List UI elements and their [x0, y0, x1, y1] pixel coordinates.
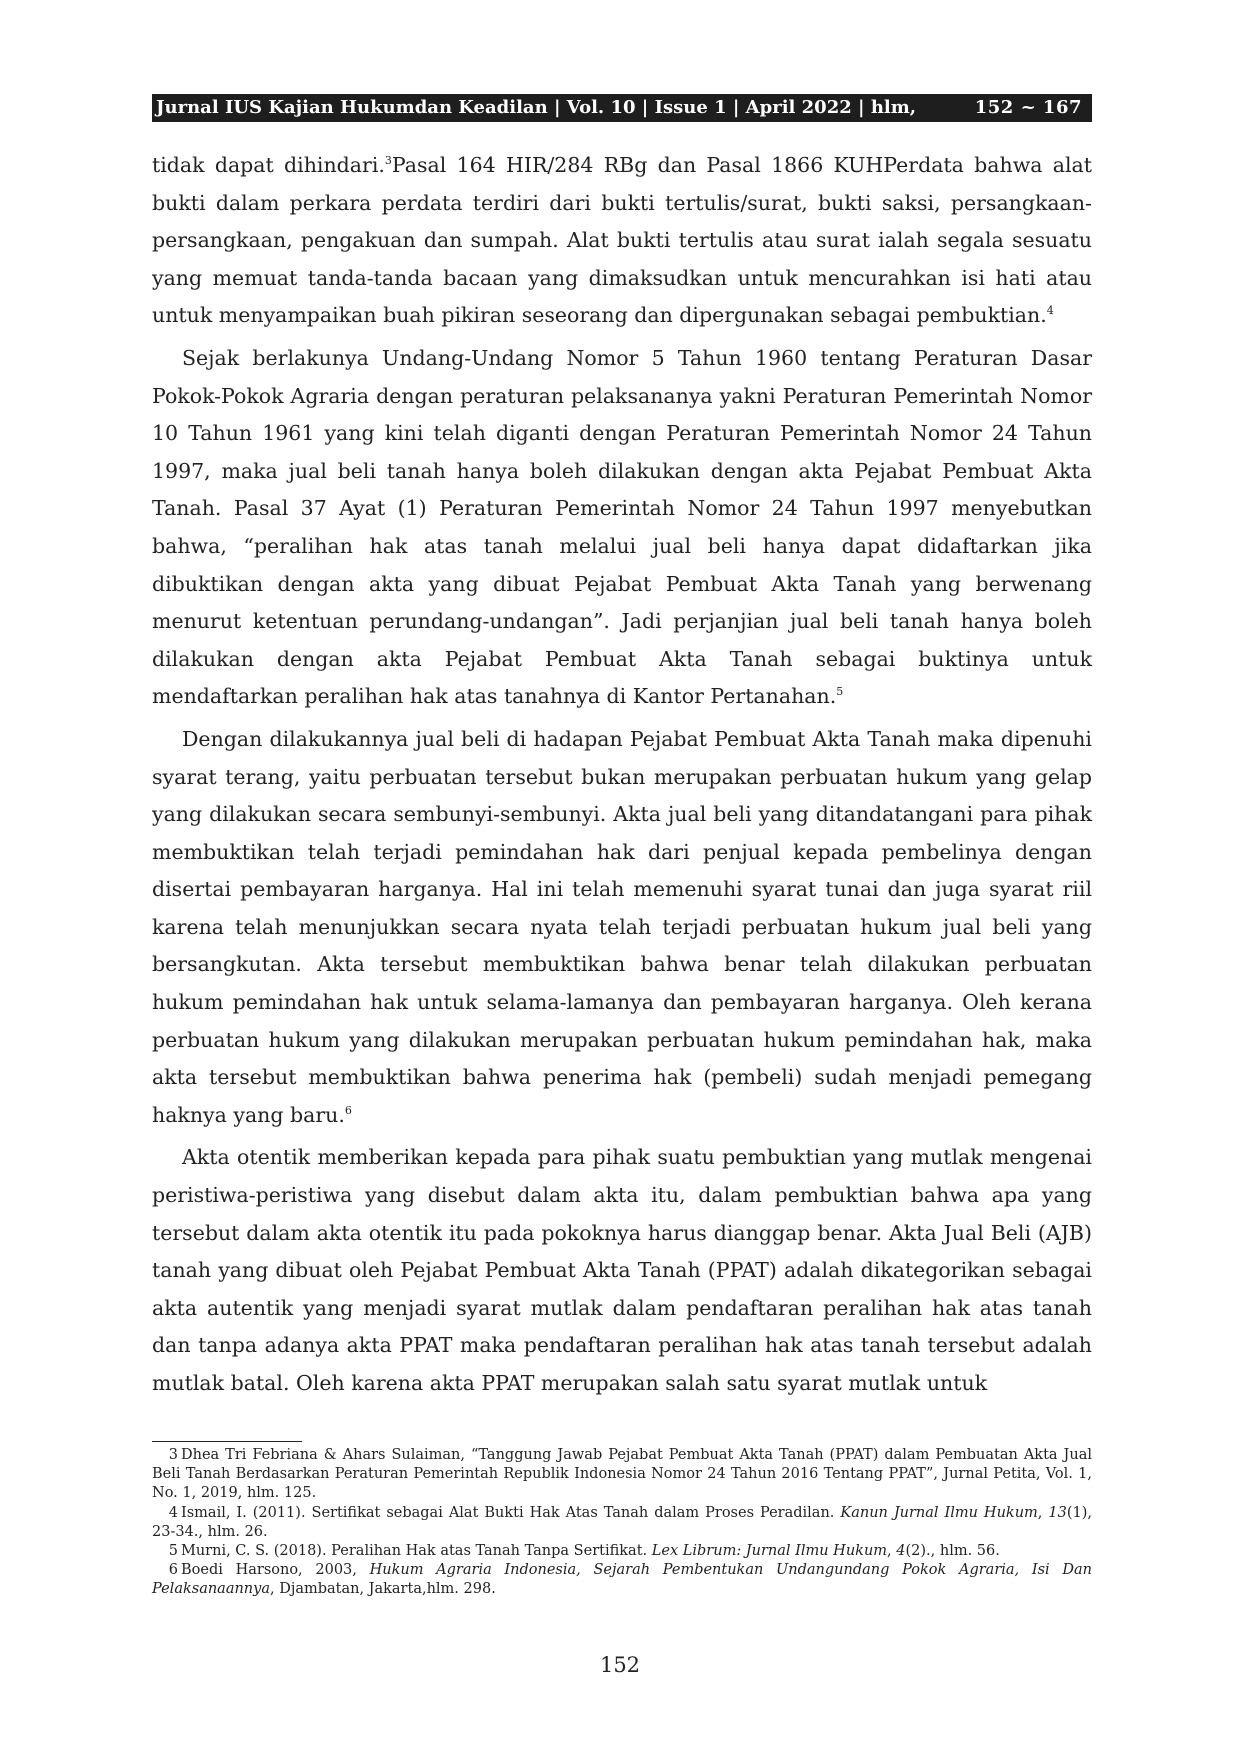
paragraph-1	[152, 147, 1092, 335]
paragraph-1-text: tidak dapat dihindari.	[152, 153, 385, 177]
footnote-number: 3	[168, 1447, 178, 1463]
footnote-3	[152, 1446, 1092, 1504]
journal-header-pages: 152 ~ 167	[974, 97, 1082, 118]
journal-header-title: Jurnal IUS Kajian Hukumdan Keadilan | Vol. 10 | Issue 1 | April 2022 | hlm,	[156, 97, 917, 118]
paragraph-2-text: Sejak berlakunya Undang-Undang Nomor 5 Tahun 1960 tentang Peraturan Dasar Pokok-Pokok Agraria dengan peraturan pelaksananya yakni Peraturan Pemerintah Nomor 10 Tahun 1961 yang kini telah diganti dengan Peraturan Pemerintah Nomor 24 Tahun 1997, maka jual beli tanah hanya boleh dilakukan dengan akta Pejabat Pembuat Akta Tanah. Pasal 37 Ayat (1) Peraturan Pemerintah Nomor 24 Tahun 1997 menyebutkan bahwa, “peralihan hak atas tanah melalui jual beli hanya dapat didaftarkan jika dibuktikan dengan akta yang dibuat Pejabat Pembuat Akta Tanah yang berwenang menurut ketentuan perundang-undangan”. Jadi perjanjian jual beli tanah hanya boleh dilakukan dengan akta Pejabat Pembuat Akta Tanah sebagai buktinya untuk mendaftarkan peralihan hak atas tanahnya di Kantor Pertanahan.	[152, 345, 1092, 709]
journal-header-bar	[152, 94, 1092, 122]
footnote-volume: 13	[1048, 1504, 1067, 1521]
footnote-5	[152, 1542, 1092, 1561]
paragraph-2	[152, 340, 1092, 716]
footnote-text: Boedi Harsono, 2003,	[181, 1562, 370, 1579]
footnote-text: (1), 23-34., hlm. 26.	[152, 1504, 1092, 1540]
footnote-text: Ismail, I. (2011). Sertifikat sebagai Alat Bukti Hak Atas Tanah dalam Proses Peradilan.	[181, 1504, 841, 1521]
body-text	[152, 147, 1092, 1408]
footnote-number: 6	[168, 1562, 178, 1579]
footnote-journal-title: Kanun Jurnal Ilmu Hukum	[840, 1504, 1038, 1521]
paragraph-3	[152, 721, 1092, 1135]
footnote-volume: 4	[896, 1543, 906, 1560]
footnote-divider	[152, 1441, 302, 1442]
paragraph-3-text: Dengan dilakukannya jual beli di hadapan Pejabat Pembuat Akta Tanah maka dipenuhi syarat terang, yaitu perbuatan tersebut bukan merupakan perbuatan hukum yang gelap yang dilakukan secara sembunyi-sembunyi. Akta jual beli yang ditandatangani para pihak membuktikan telah terjadi pemindahan hak dari penjual kepada pembelinya dengan disertai pembayaran harganya. Hal ini telah memenuhi syarat tunai dan juga syarat riil karena telah menunjukkan secara nyata telah terjadi perbuatan hukum jual beli yang bersangkutan. Akta tersebut membuktikan bahwa benar telah dilakukan perbuatan hukum pemindahan hak untuk selama-lamanya dan pembayaran harganya. Oleh kerana perbuatan hukum yang dilakukan merupakan perbuatan hukum pemindahan hak, maka akta tersebut membuktikan bahwa penerima hak (pembeli) sudah menjadi pemegang haknya yang baru.	[152, 726, 1092, 1127]
footnote-book-title: Hukum Agraria Indonesia, Sejarah Pembentukan Undangundang Pokok Agraria, Isi Dan Pelaksanaannya	[152, 1562, 1092, 1598]
page-number: 152	[599, 1653, 641, 1677]
footnote-number: 5	[168, 1543, 178, 1560]
paragraph-1-rest: Pasal 164 HIR/284 RBg dan Pasal 1866 KUHPerdata bahwa alat bukti dalam perkara perdata terdiri dari bukti tertulis/surat, bukti saksi, persangkaan-persangkaan, pengakuan dan sumpah. Alat bukti tertulis atau surat ialah segala sesuatu yang memuat tanda-tanda bacaan yang dimaksudkan untuk mencurahkan isi hati atau untuk menyampaikan buah pikiran seseorang dan dipergunakan sebagai pembuktian.	[152, 153, 1092, 328]
footnote-4	[152, 1504, 1092, 1542]
footnote-journal-title: Lex Librum: Jurnal Ilmu Hukum	[651, 1543, 888, 1560]
footnote-text: , Djambatan, Jakarta,hlm. 298.	[269, 1581, 496, 1598]
footnote-ref-3: 3	[384, 154, 392, 167]
footnote-text: ,	[887, 1543, 897, 1560]
footnote-text: Murni, C. S. (2018). Peralihan Hak atas Tanah Tanpa Sertifikat.	[181, 1543, 652, 1560]
footnote-6	[152, 1561, 1092, 1599]
footnotes	[152, 1446, 1092, 1600]
footnote-text: (2)., hlm. 56.	[905, 1543, 1000, 1560]
paragraph-4	[152, 1139, 1092, 1402]
footnote-ref-4: 4	[1046, 304, 1054, 318]
footnote-text: Dhea Tri Febriana & Ahars Sulaiman, “Tanggung Jawab Pejabat Pembuat Akta Tanah (PPAT) dalam Pembuatan Akta Jual Beli Tanah Berdasarkan Peraturan Pemerintah Republik Indonesia Nomor 24 Tahun 2016 Tentang PPAT”, Jurnal Petita, Vol. 1, No. 1, 2019, hlm. 125.	[152, 1447, 1092, 1502]
paragraph-4-text: Akta otentik memberikan kepada para pihak suatu pembuktian yang mutlak mengenai peristiwa-peristiwa yang disebut dalam akta itu, dalam pembuktian bahwa apa yang tersebut dalam akta otentik itu pada pokoknya harus dianggap benar. Akta Jual Beli (AJB) tanah yang dibuat oleh Pejabat Pembuat Akta Tanah (PPAT) adalah dikategorikan sebagai akta autentik yang menjadi syarat mutlak dalam pendaftaran peralihan hak atas tanah dan tanpa adanya akta PPAT maka pendaftaran peralihan hak atas tanah tersebut adalah mutlak batal. Oleh karena akta PPAT merupakan salah satu syarat mutlak untuk	[152, 1145, 1092, 1395]
footnote-number: 4	[168, 1504, 178, 1521]
footnote-ref-5: 5	[836, 685, 844, 699]
footnote-text: ,	[1037, 1504, 1049, 1521]
footnote-ref-6: 6	[344, 1103, 352, 1117]
